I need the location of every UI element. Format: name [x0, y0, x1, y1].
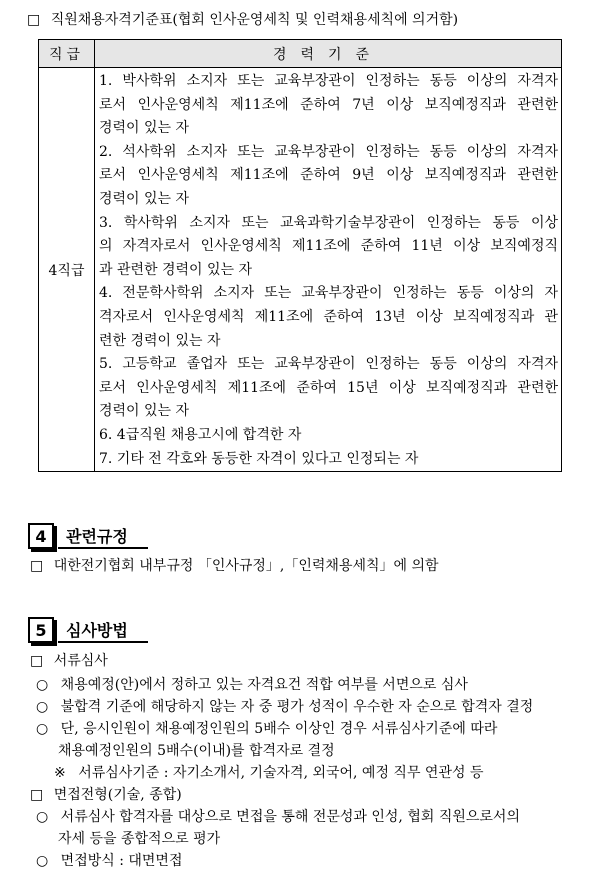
criteria-line: 3. 학사학위 소지자 또는 교육과학기술부장관이 인정하는 동등 이상	[99, 214, 558, 231]
section-5-number-box	[28, 617, 54, 643]
section-4-underline	[58, 547, 148, 549]
criteria-line: 로서 인사운영세칙 제11조에 준하여 15년 이상 보직예정직과 관련한	[99, 379, 558, 396]
interview-title: 면접전형(기술, 종합)	[53, 787, 182, 803]
interview-bullet-1-continued: 자세 등을 종합적으로 평가	[58, 831, 221, 847]
section-4-title: 관련규정	[66, 527, 128, 546]
section-5-title: 심사방법	[66, 621, 128, 640]
doc-review-bullet-3	[36, 719, 497, 739]
table-header-row	[39, 40, 562, 68]
square-bullet-icon: □	[30, 653, 44, 669]
col-header-grade: 직급	[39, 40, 95, 68]
bullet-text: 서류심사 합격자를 대상으로 면접을 통해 전문성과 인성, 협회 직원으로서의	[60, 809, 520, 825]
doc-review-bullet-1	[36, 675, 468, 695]
square-bullet-icon: □	[27, 12, 41, 28]
bullet-text: 채용예정(안)에서 정하고 있는 자격요건 적합 여부를 서면으로 심사	[60, 677, 468, 693]
bullet-text: 면접방식 : 대면면접	[60, 853, 183, 869]
square-bullet-icon: □	[30, 558, 44, 574]
criteria-line: 경력이 있는 자	[99, 120, 190, 137]
reference-mark-icon: ※	[54, 765, 66, 781]
section-4-number: 4	[35, 526, 47, 546]
interview-bullet-2	[36, 851, 182, 871]
square-bullet-icon: □	[30, 787, 44, 803]
doc-review-bullet-2	[36, 697, 533, 717]
interview-heading	[30, 785, 182, 805]
table-row	[39, 68, 562, 472]
circle-bullet-icon: ○	[36, 699, 49, 715]
circle-bullet-icon: ○	[36, 853, 49, 869]
criteria-line: 련한 경력이 있는 자	[99, 332, 221, 349]
criteria-line: 과 관련한 경력이 있는 자	[99, 261, 253, 278]
doc-review-heading	[30, 651, 108, 671]
col-header-criteria: 경력기준	[95, 40, 562, 68]
header-line	[27, 10, 458, 30]
section-4-number-box	[28, 523, 54, 549]
bullet-text: 단, 응시인원이 채용예정인원의 5배수 이상인 경우 서류심사기준에 따라	[60, 721, 498, 737]
section-4-text-line	[30, 556, 439, 576]
doc-review-title: 서류심사	[53, 653, 108, 669]
circle-bullet-icon: ○	[36, 721, 49, 737]
criteria-line: 7. 기타 전 각호와 동등한 자격이 있다고 인정되는 자	[99, 450, 419, 467]
bullet-text: 불합격 기준에 해당하지 않는 자 중 평가 성적이 우수한 자 순으로 합격자 결정	[60, 699, 534, 715]
criteria-cell	[95, 68, 562, 472]
header-text: 직원채용자격기준표(협회 인사운영세칙 및 인력채용세칙에 의거함)	[50, 12, 459, 28]
doc-review-bullet-3-continued: 채용예정인원의 5배수(이내)를 합격자로 결정	[58, 743, 335, 759]
criteria-table	[38, 39, 562, 472]
section-5-number: 5	[35, 620, 47, 640]
criteria-line: 1. 박사학위 소지자 또는 교육부장관이 인정하는 동등 이상의 자격자	[99, 73, 558, 89]
criteria-line: 로서 인사운영세칙 제11조에 준하여 9년 이상 보직예정직과 관련한	[99, 167, 558, 184]
grade-cell: 4직급	[39, 68, 95, 472]
doc-review-note	[54, 763, 483, 783]
circle-bullet-icon: ○	[36, 677, 49, 693]
section-5-underline	[58, 641, 148, 643]
criteria-line: 5. 고등학교 졸업자 또는 교육부장관이 인정하는 동등 이상의 자격자	[99, 356, 558, 373]
section-4-text: 대한전기협회 내부규정 「인사규정」,「인력채용세칙」에 의함	[53, 558, 439, 574]
circle-bullet-icon: ○	[36, 809, 49, 825]
criteria-line: 4. 전문학사학위 소지자 또는 교육부장관이 인정하는 동등 이상의 자	[99, 285, 558, 302]
criteria-line: 경력이 있는 자	[99, 190, 190, 207]
interview-bullet-1	[36, 807, 520, 827]
criteria-line: 6. 4급직원 채용고시에 합격한 자	[99, 426, 302, 443]
criteria-line: 로서 인사운영세칙 제11조에 준하여 7년 이상 보직예정직과 관련한	[99, 96, 558, 113]
criteria-line: 의 자격자로서 인사운영세칙 제11조에 준하여 11년 이상 보직예정직	[99, 238, 558, 255]
criteria-line: 경력이 있는 자	[99, 403, 190, 420]
criteria-line: 2. 석사학위 소지자 또는 교육부장관이 인정하는 동등 이상의 자격자	[99, 143, 558, 160]
criteria-line: 격자로서 인사운영세칙 제11조에 준하여 13년 이상 보직예정직과 관	[99, 308, 558, 325]
note-text: 서류심사기준 : 자기소개서, 기술자격, 외국어, 예정 직무 연관성 등	[78, 765, 484, 781]
